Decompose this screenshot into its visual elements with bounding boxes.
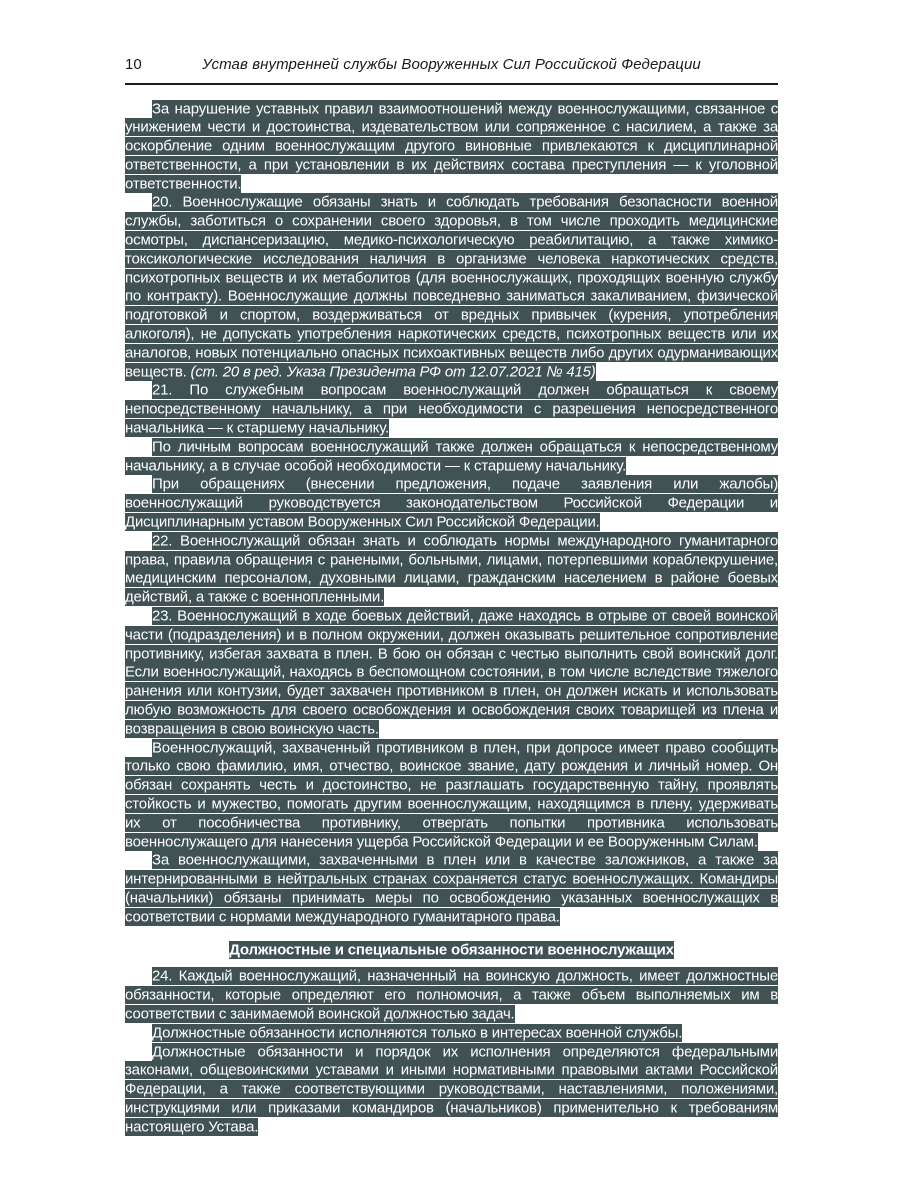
- paragraph-text: 23. Военнослужащий в ходе боевых действий, даже находясь в отрыве от своей воинской части (подразделения) и в полном окружении, должен оказывать решительное сопротивление противнику, избегая захвата в плен. В бою он обязан с честью выполнить свой воинский долг. Если военнослужащий, находясь в беспомощном состоянии, в том числе вследствие тяжелого ранения или контузии, будет захвачен противником в плен, он должен искать и использовать любую возможность для своего освобождения и освобождения своих товарищей из плена и возвращения в свою воинскую часть.: [125, 607, 778, 738]
- paragraph-text: При обращениях (внесении предложения, подаче заявления или жалобы) военнослужащий руководствуется законодательством Российской Федерации и Дисциплинарным уставом Вооруженных Сил Российской Федерации.: [125, 475, 778, 531]
- section-heading: [125, 941, 778, 960]
- paragraph: [125, 194, 778, 382]
- paragraph-text: Военнослужащий, захваченный противником в плен, при допросе имеет право сообщить только свою фамилию, имя, отчество, воинское звание, дату рождения и личный номер. Он обязан сохранять честь и достоинство, не разглашать государственную тайну, проявлять стойкость и мужество, помогать другим военнослужащим, находящимся в плену, удерживать их от пособничества противнику, отвергать попытки противника использовать военнослужащего для нанесения ущерба Российской Федерации и ее Вооруженным Силам.: [125, 739, 778, 851]
- paragraph: [125, 532, 778, 607]
- paragraph: [125, 476, 778, 532]
- paragraph-text: Должностные обязанности и порядок их исполнения определяются федеральными законами, общевоинскими уставами и иными нормативными правовыми актами Российской Федерации, а также соответствующими руководствами, наставлениями, положениями, инструкциями или приказами командиров (начальников) применительно к требованиям настоящего Устава.: [125, 1043, 778, 1136]
- paragraph-text: 21. По служебным вопросам военнослужащий должен обращаться к своему непосредственному начальнику, а при необходимости с разрешения непосредственного начальника — к старшему начальнику.: [125, 381, 778, 437]
- paragraph-text: По личным вопросам военнослужащий также должен обращаться к непосредственному начальнику, а в случае особой необходимости — к старшему начальнику.: [125, 438, 778, 475]
- paragraph: [125, 852, 778, 927]
- paragraph: [125, 608, 778, 740]
- paragraph-text: За нарушение уставных правил взаимоотношений между военнослужащими, связанное с унижением чести и достоинства, издевательством или сопряженное с насилием, а также за оскорбление одним военнослужащим другого виновные привлекаются к дисциплинарной ответственности, а при установлении в их действиях состава преступления — к уголовной ответственности.: [125, 100, 778, 193]
- paragraph: [125, 438, 778, 476]
- paragraph: [125, 968, 778, 1024]
- paragraph: [125, 100, 778, 194]
- paragraph-text: 24. Каждый военнослужащий, назначенный на воинскую должность, имеет должностные обязанности, которые определяют его полномочия, а также объем выполняемых им в соответствии с занимаемой воинской должностью задач.: [125, 967, 778, 1023]
- paragraph: [125, 1024, 778, 1043]
- paragraph-text: Должностные обязанности исполняются только в интересах военной службы.: [152, 1024, 683, 1042]
- paragraph-text: 20. Военнослужащие обязаны знать и соблюдать требования безопасности военной службы, заботиться о сохранении своего здоровья, в том числе проходить медицинские осмотры, диспансеризацию, медико-психологическую реабилитацию, а также химико-токсикологические исследования наличия в организме человека наркотических средств, психотропных веществ и их метаболитов (для военнослужащих, проходящих военную службу по контракту). Военнослужащие должны повседневно заниматься закаливанием, физической подготовкой и спортом, воздерживаться от вредных привычек (курения, употребления алкоголя), не допускать употребления наркотических средств, психотропных веществ или их аналогов, новых потенциально опасных психоактивных веществ либо других одурманивающих веществ.: [125, 193, 778, 381]
- running-header: [125, 56, 778, 85]
- amendment-note: (ст. 20 в ред. Указа Президента РФ от 12.07.2021 № 415): [190, 363, 596, 381]
- paragraph: [125, 382, 778, 438]
- section-heading-text: Должностные и специальные обязанности военнослужащих: [229, 941, 674, 959]
- page-number: 10: [125, 56, 142, 73]
- paragraph-text: 22. Военнослужащий обязан знать и соблюдать нормы международного гуманитарного права, правила обращения с ранеными, больными, лицами, потерпевшими кораблекрушение, медицинским персоналом, духовными лицами, гражданским населением в районе боевых действий, а также с военнопленными.: [125, 532, 778, 606]
- paragraph-text: За военнослужащими, захваченными в плен или в качестве заложников, а также за интернированными в нейтральных странах сохраняется статус военнослужащих. Командиры (начальники) обязаны принимать меры по освобождению указанных военнослужащих в соответствии с нормами международного гуманитарного права.: [125, 851, 778, 926]
- running-header-title: Устав внутренней службы Вооруженных Сил Российской Федерации: [202, 56, 701, 73]
- paragraph: [125, 1043, 778, 1137]
- paragraph: [125, 739, 778, 852]
- page-body: [125, 100, 778, 1137]
